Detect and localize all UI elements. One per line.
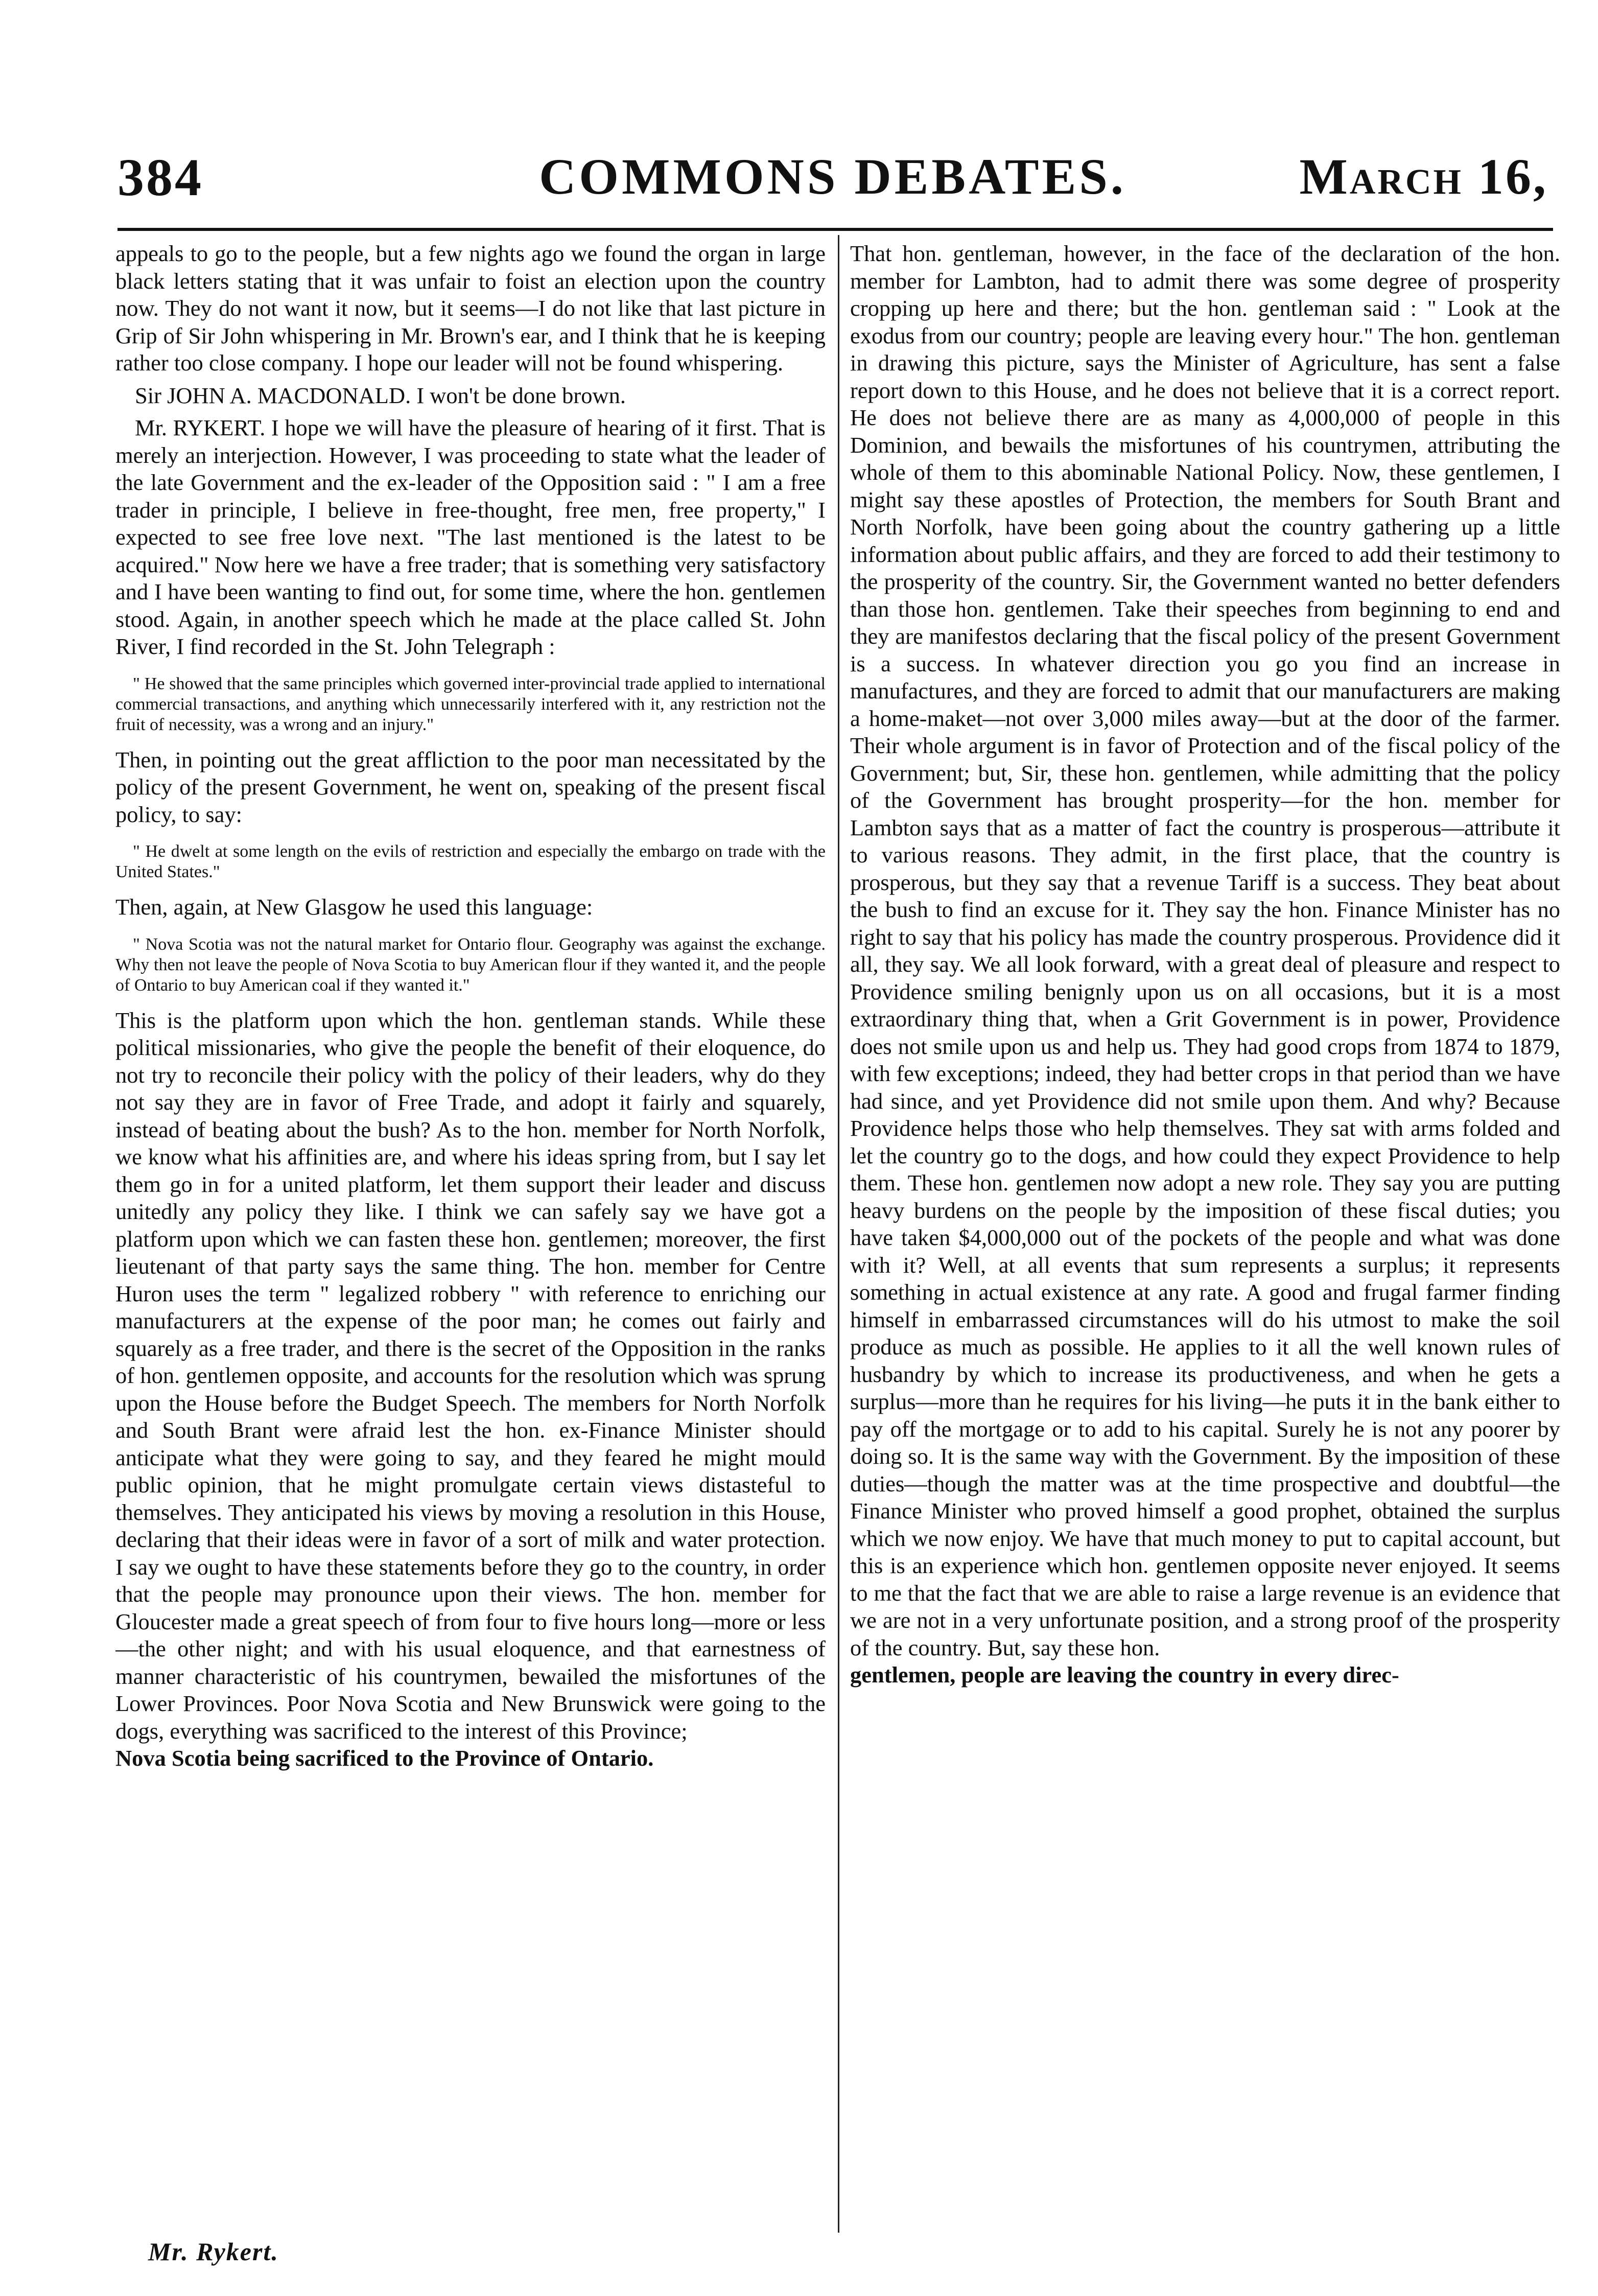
quotation: " He dwelt at some length on the evils of restriction and especially the embargo on trade with the United States." xyxy=(115,842,826,881)
paragraph: appeals to go to the people, but a few nights ago we found the organ in large black letters stating that it was unfair to foist an election upon the country now. They do not want it now, but it seems—I do not like that last picture in Grip of Sir John whispering in Mr. Brown's ear, and I think that he is keeping rather too close company. I hope our leader will not be found whispering. xyxy=(115,241,826,376)
page-header xyxy=(118,147,1548,208)
quotation: " He showed that the same principles which governed inter-provincial trade applied to international commercial transactions, and anything which unnecessarily interfered with it, any restriction not the fruit of necessity, was a wrong and an injury." xyxy=(115,674,826,734)
paragraph: Then, again, at New Glasgow he used this language: xyxy=(115,894,593,920)
paragraph: Sir JOHN A. MACDONALD. I won't be done brown. xyxy=(135,382,626,408)
paragraph: That hon. gentleman, however, in the face of the declaration of the hon. member for Lambton, had to admit there was some degree of prosperity cropping up here and there; but the hon. gentleman said : " Look at the exodus from our country; people are leaving every hour." The hon. gentleman in drawing this picture, says the Minister of Agriculture, has sent a false report down to this House, and he does not believe that it is a correct report. He does not believe there are as many as 4,000,000 of people in this Dominion, and bewails the misfortunes of his countrymen, attributing the whole of them to this abominable National Policy. Now, these gentlemen, I might say these apostles of Protection, the members for South Brant and North Norfolk, have been going about the country gathering up a little information about public affairs, and they are forced to add their testimony to the prosperity of the country. Sir, the Government wanted no better defenders than those hon. gentlemen. Take their speeches from beginning to end and they are manifestos declaring that the fiscal policy of the present Government is a success. In whatever direction you go you find an increase in manufactures, and they are forced to admit that our manufacturers are making a home-maket—not over 3,000 miles away—but at the door of the farmer. Their whole argument is in favor of Protection and of the fiscal policy of the Government; but, Sir, these hon. gentlemen, while admitting that the policy of the Government has brought prosperity—for the hon. member for Lambton says that as a matter of fact the country is prosperous—attribute it to various reasons. They admit, in the first place, that the country is prosperous, but they say that a revenue Tariff is a success. They beat about the bush to find an excuse for it. They say the hon. Finance Minister has no right to say that his policy has made the country prosperous. Providence did it all, they say. We all look forward, with a great deal of pleasure and respect to Providence smiling benignly upon us on all occasions, but it is a most extraordinary thing that, when a Grit Government is in power, Providence does not smile upon us and help us. They had good crops from 1874 to 1879, with few exceptions; indeed, they had better crops in that period than we have had since, and yet Providence did not smile upon them. And why? Because Providence helps those who help themselves. They sat with arms folded and let the country go to the dogs, and how could they expect Providence to help them. These hon. gentlemen now adopt a new role. They say you are putting heavy burdens on the people by the imposition of these fiscal duties; you have taken $4,000,000 out of the pockets of the people and what was done with it? Well, at all events that sum represents a surplus; it represents something in actual existence at any rate. A good and frugal farmer finding himself in embarrassed circumstances will do his utmost to make the soil produce as much as possible. He applies to it all the well known rules of husbandry by which to increase its productiveness, and when he gets a surplus—more than he requires for his living—he puts it in the bank either to pay off the mortgage or to add to his capital. Surely he is not any poorer by doing so. It is the same way with the Government. By the imposition of these duties—though the matter was at the time prospective and doubtful—the Finance Minister who proved himself a good prophet, obtained the surplus which we now enjoy. We have that much money to put to capital account, but this is an experience which hon. gentlemen opposite never enjoyed. It seems to me that the fact that we are able to raise a large revenue is an evidence that we are not in a very unfortunate position, and a strong proof of the prosperity of the country. But, say these hon. xyxy=(850,241,1560,1660)
catchword: Mr. Rykert. xyxy=(148,2237,279,2266)
header-date: March 16, xyxy=(1299,148,1548,205)
quotation: " Nova Scotia was not the natural market for Ontario flour. Geography was against the exchange. Why then not leave the people of Nova Scotia to buy American flour if they wanted it, and the people of Ontario to buy American coal if they wanted it." xyxy=(115,934,826,995)
paragraph-last-line: gentlemen, people are leaving the country in every direc- xyxy=(850,1662,1399,1688)
paragraph-last-line: Nova Scotia being sacrificed to the Province of Ontario. xyxy=(115,1745,654,1771)
page-number: 384 xyxy=(118,148,203,207)
paragraph: Then, in pointing out the great affliction to the poor man necessitated by the policy of the present Government, he went on, speaking of the present fiscal policy, to say: xyxy=(115,746,826,827)
paragraph: Mr. RYKERT. I hope we will have the pleasure of hearing of it first. That is merely an interjection. However, I was proceeding to state what the leader of the late Government and the ex-leader of the Opposition said : " I am a free trader in principle, I believe in free-thought, free men, free property," I expected to see free love next. "The last mentioned is the latest to be acquired." Now here we have a free trader; that is something very satisfactory and I have been wanting to find out, for some time, where the hon. gentlemen stood. Again, in another speech which he made at the place called St. John River, I find recorded in the St. John Telegraph : xyxy=(115,415,826,659)
running-title: COMMONS DEBATES. xyxy=(539,148,1126,205)
header-rule xyxy=(118,228,1553,231)
left-column xyxy=(115,240,826,2233)
paragraph: This is the platform upon which the hon. gentleman stands. While these political missionaries, who give the people the benefit of their eloquence, do not try to reconcile their policy with the policy of their leaders, why do they not say they are in favor of Free Trade, and adopt it fairly and squarely, instead of beating about the bush? As to the hon. member for North Norfolk, we know what his affinities are, and where his ideas spring from, but I say let them go in for a united platform, let them support their leader and discuss unitedly any policy they like. I think we can safely say we have got a platform upon which we can fasten these hon. gentlemen; moreover, the first lieutenant of that party says the same thing. The hon. member for Centre Huron uses the term " legalized robbery " with reference to enriching our manufacturers at the expense of the poor man; he comes out fairly and squarely as a free trader, and there is the secret of the Opposition in the ranks of hon. gentlemen opposite, and accounts for the resolution which was sprung upon the House before the Budget Speech. The members for North Norfolk and South Brant were afraid lest the hon. ex-Finance Minister should anticipate what they were going to say, and they feared he might mould public opinion, that he might promulgate certain views distasteful to themselves. They anticipated his views by moving a resolution in this House, declaring that their ideas were in favor of a sort of milk and water protection. I say we ought to have these statements before they go to the country, in order that the people may pronounce upon their views. The hon. member for Gloucester made a great speech of from four to five hours long—more or less—the other night; and with his usual eloquence, and that earnestness of manner characteristic of his countrymen, bewailed the misfortunes of the Lower Provinces. Poor Nova Scotia and New Brunswick were going to the dogs, everything was sacrificed to the interest of this Province; xyxy=(115,1007,826,1744)
column-divider xyxy=(838,235,839,2233)
right-column xyxy=(850,240,1560,2233)
